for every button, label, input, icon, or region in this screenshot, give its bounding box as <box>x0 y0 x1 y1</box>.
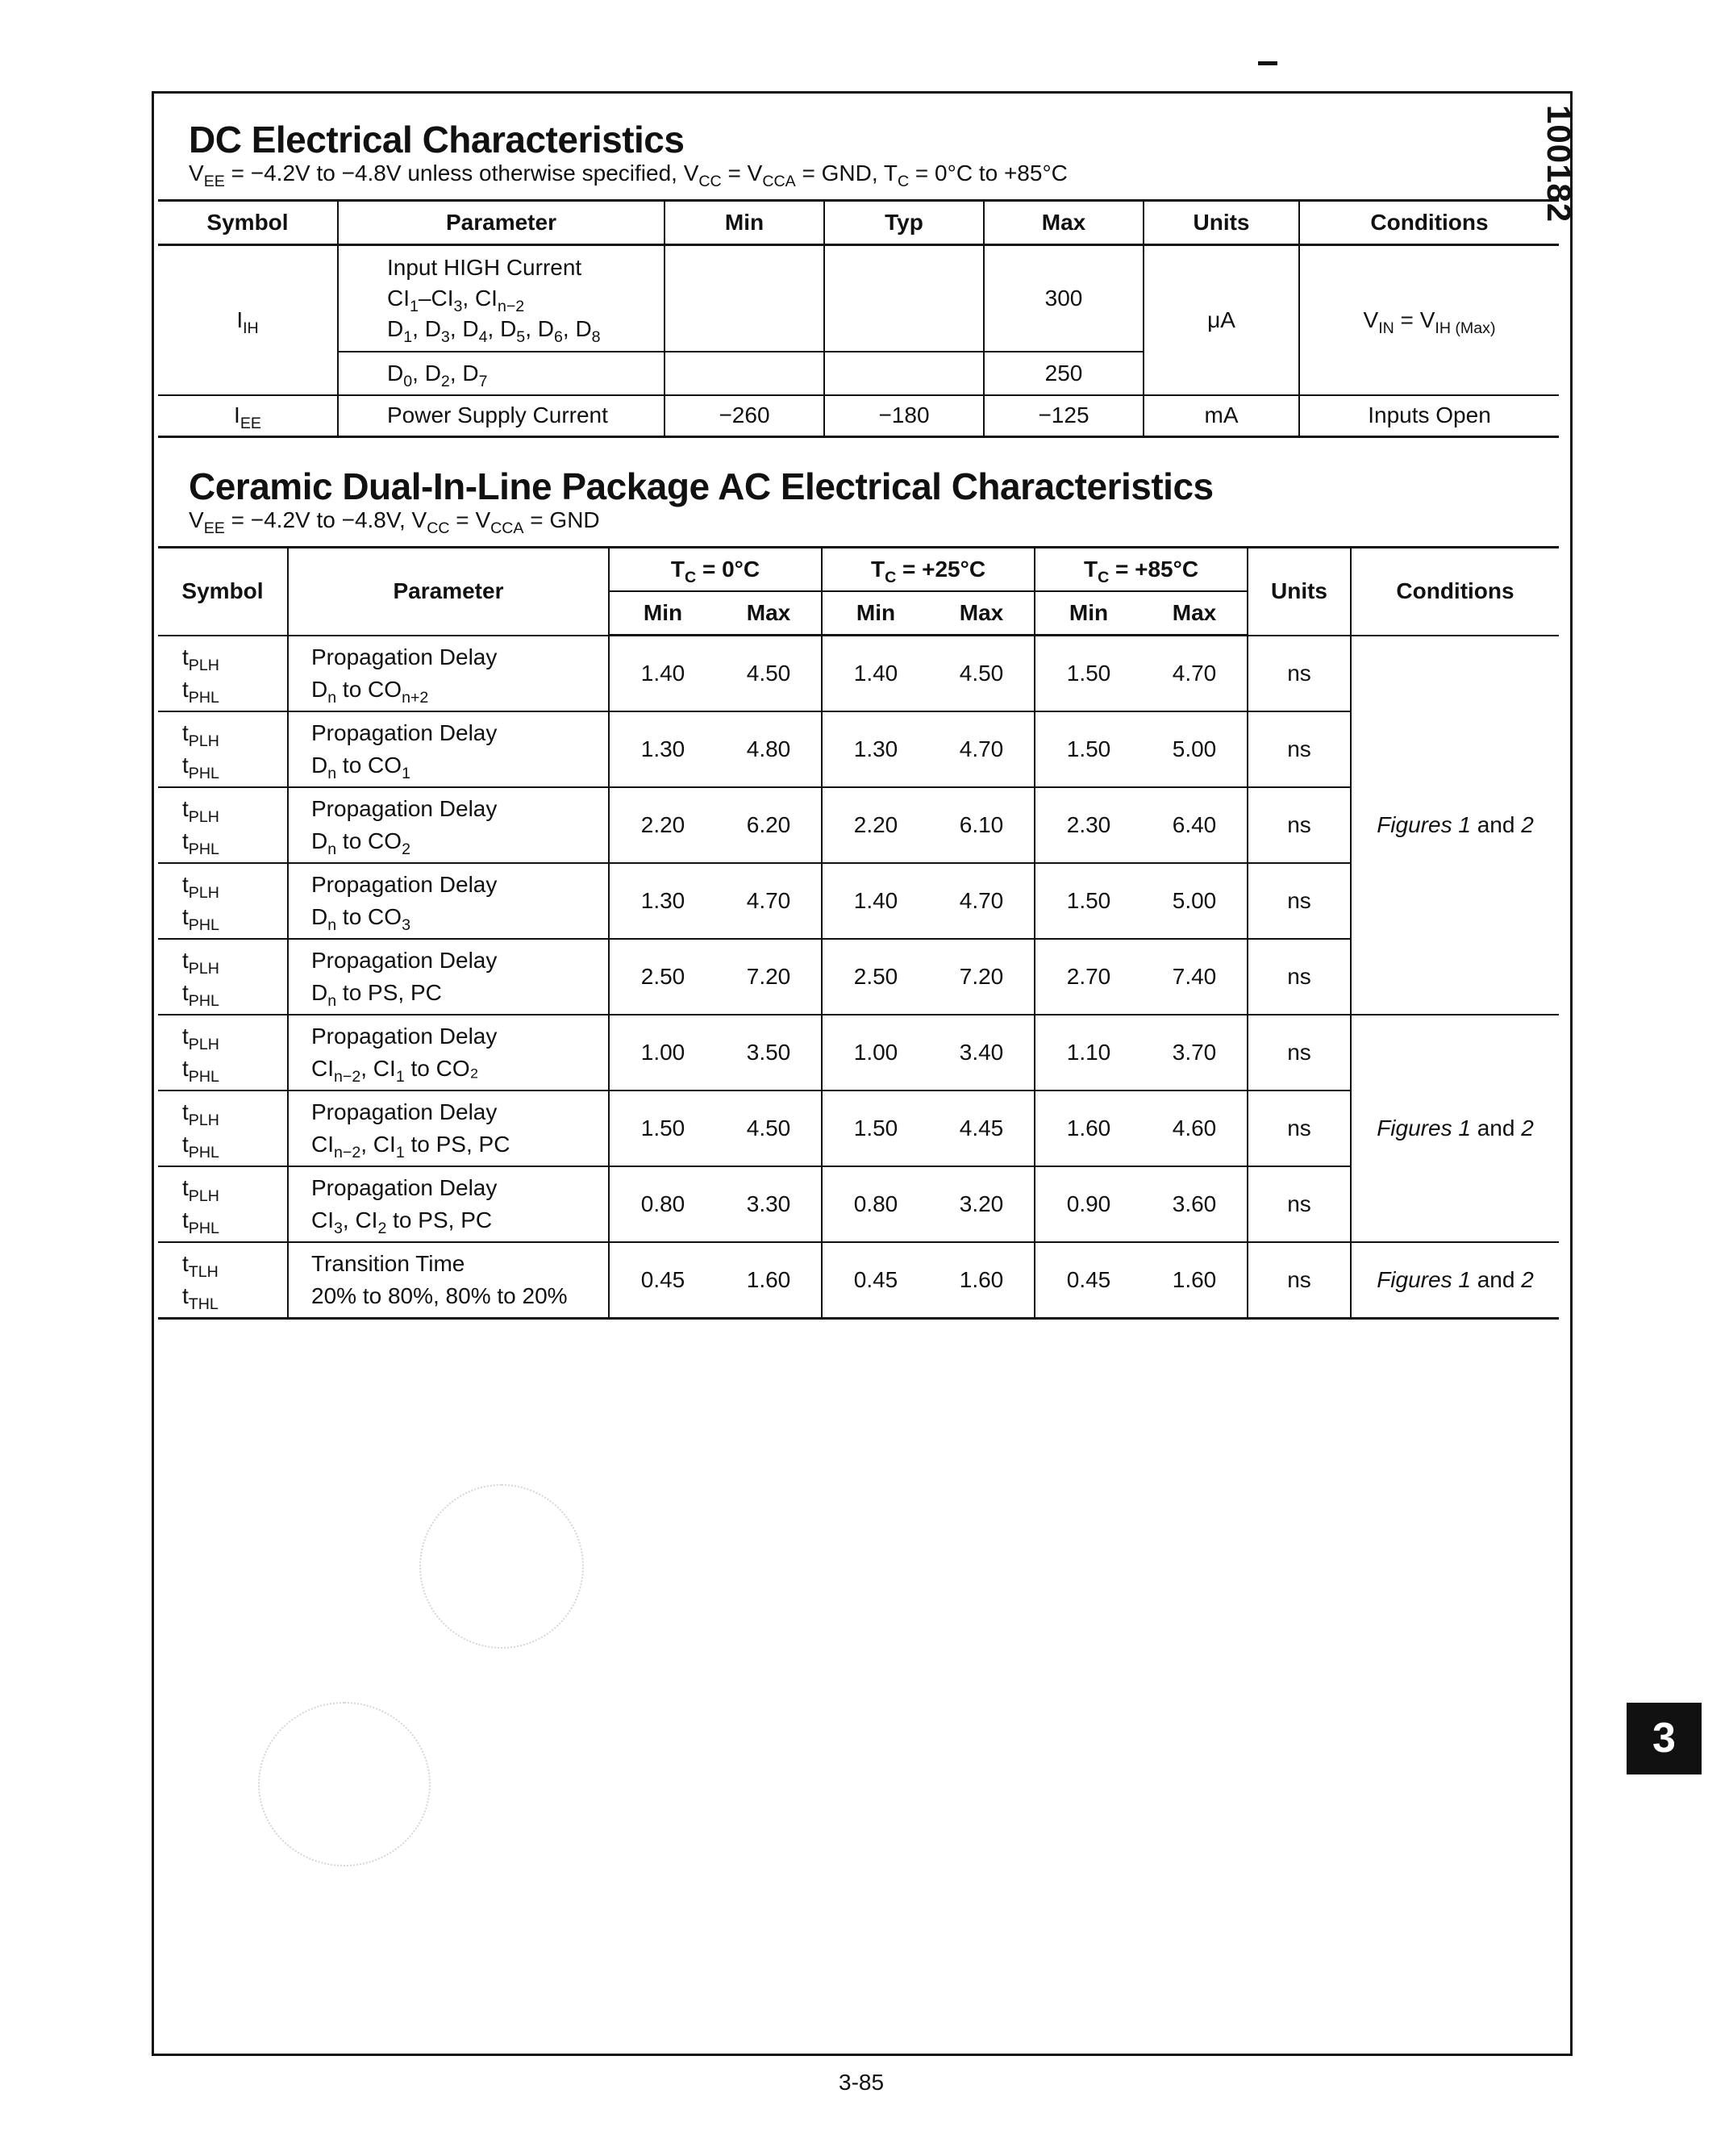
ac-value: 1.50 <box>1035 711 1142 787</box>
ac-symbol: $t_{PLH}$ $t_{PHL}$ <box>158 939 288 1015</box>
ac-value: 6.10 <box>929 787 1035 863</box>
ac-value: 4.80 <box>716 711 822 787</box>
part-number: 100182 <box>1540 105 1578 223</box>
ac-value: 1.40 <box>822 863 929 939</box>
ac-value: 0.45 <box>822 1242 929 1319</box>
ac-row <box>158 939 1559 1015</box>
ac-value: 1.50 <box>609 1091 716 1166</box>
ac-value: 2.70 <box>1035 939 1142 1015</box>
ac-symbol: $t_{TLH}$ $t_{THL}$ <box>158 1242 288 1319</box>
ac-units: ns <box>1248 863 1351 939</box>
ac-symbol: $t_{PLH}$ $t_{PHL}$ <box>158 1166 288 1242</box>
ac-row <box>158 787 1559 863</box>
ac-value: 3.60 <box>1142 1166 1248 1242</box>
ac-parameter: Propagation Delay $D_n$ to $CO_3$ <box>288 863 609 939</box>
ac-symbol: $t_{PLH}$ $t_{PHL}$ <box>158 863 288 939</box>
dc-table <box>158 199 1559 438</box>
ac-col-conditions: Conditions <box>1351 548 1559 636</box>
ac-col-min-25: Min <box>822 591 929 636</box>
ac-parameter: Transition Time 20% to 80%, 80% to 20% <box>288 1242 609 1319</box>
dc-col-symbol: Symbol <box>158 201 338 245</box>
ac-value: 0.45 <box>1035 1242 1142 1319</box>
iee-parameter: Power Supply Current <box>338 395 665 437</box>
ac-table <box>158 546 1559 1320</box>
ac-parameter: Propagation Delay $D_n$ to $CO_2$ <box>288 787 609 863</box>
ac-units: ns <box>1248 1091 1351 1166</box>
ac-value: 4.70 <box>1142 636 1248 712</box>
ac-row <box>158 636 1559 712</box>
ac-parameter: Propagation Delay $D_n$ to PS, PC <box>288 939 609 1015</box>
iee-symbol: $I_{EE}$ <box>158 395 338 437</box>
ac-value: 4.60 <box>1142 1091 1248 1166</box>
ac-units: ns <box>1248 939 1351 1015</box>
ac-col-max-85: Max <box>1142 591 1248 636</box>
ac-value: 6.40 <box>1142 787 1248 863</box>
ac-symbol: $t_{PLH}$ $t_{PHL}$ <box>158 787 288 863</box>
ac-units: ns <box>1248 711 1351 787</box>
ac-value: 2.50 <box>609 939 716 1015</box>
ac-col-temp-25: $T_C = +25^\circ C$ <box>822 548 1035 592</box>
ac-parameter: Propagation Delay $CI_{n-2}$, $CI_1$ to CO₂ <box>288 1015 609 1091</box>
dc-header-row <box>158 201 1559 245</box>
ac-col-units: Units <box>1248 548 1351 636</box>
ac-conditions: Figures 1 and 2 <box>1351 1242 1559 1319</box>
iee-conditions: Inputs Open <box>1299 395 1559 437</box>
iih-typ-1 <box>824 245 984 352</box>
ac-units: ns <box>1248 787 1351 863</box>
ac-value: 3.40 <box>929 1015 1035 1091</box>
iih-conditions: $V_{IN} = V_{IH (Max)}$ <box>1299 245 1559 395</box>
ac-value: 3.50 <box>716 1015 822 1091</box>
ac-value: 4.70 <box>929 863 1035 939</box>
ac-symbol: $t_{PLH}$ $t_{PHL}$ <box>158 1015 288 1091</box>
ac-value: 1.50 <box>1035 636 1142 712</box>
scan-speckle-1 <box>419 1484 584 1649</box>
ac-value: 0.80 <box>822 1166 929 1242</box>
ac-conditions: Figures 1 and 2 <box>1351 1015 1559 1242</box>
ac-value: 4.70 <box>716 863 822 939</box>
iih-max-1: 300 <box>984 245 1144 352</box>
ac-value: 1.60 <box>929 1242 1035 1319</box>
iee-min: −260 <box>665 395 824 437</box>
ac-parameter: Propagation Delay $CI_3$, $CI_2$ to PS, PC <box>288 1166 609 1242</box>
iih-symbol: $I_{IH}$ <box>158 245 338 395</box>
ac-value: 4.50 <box>716 636 822 712</box>
ac-value: 4.45 <box>929 1091 1035 1166</box>
iih-units: μA <box>1144 245 1299 395</box>
ac-col-symbol: Symbol <box>158 548 288 636</box>
ac-units: ns <box>1248 1166 1351 1242</box>
section-tab: 3 <box>1627 1703 1702 1774</box>
ac-value: 5.00 <box>1142 863 1248 939</box>
ac-parameter: Propagation Delay $CI_{n-2}$, $CI_1$ to PS, PC <box>288 1091 609 1166</box>
iih-min-2 <box>665 352 824 395</box>
ac-value: 2.30 <box>1035 787 1142 863</box>
dc-row-iee <box>158 395 1559 437</box>
ac-row <box>158 1015 1559 1091</box>
iee-max: −125 <box>984 395 1144 437</box>
ac-value: 6.20 <box>716 787 822 863</box>
ac-col-temp-85: $T_C = +85^\circ C$ <box>1035 548 1248 592</box>
dc-title: DC Electrical Characteristics <box>189 119 685 161</box>
dc-subtitle: $V_{EE} = -4.2V$ to −4.8V unless otherwise specified, $V_{CC} = V_{CCA}$ = GND, $T_C = 0^\circ C$ to +85°C <box>189 161 1068 190</box>
iih-typ-2 <box>824 352 984 395</box>
ac-value: 3.20 <box>929 1166 1035 1242</box>
ac-parameter: Propagation Delay $D_n$ to $CO_1$ <box>288 711 609 787</box>
ac-value: 1.30 <box>822 711 929 787</box>
ac-units: ns <box>1248 1015 1351 1091</box>
ac-symbol: $t_{PLH}$ $t_{PHL}$ <box>158 636 288 712</box>
ac-units: ns <box>1248 636 1351 712</box>
ac-row <box>158 863 1559 939</box>
ac-value: 1.50 <box>1035 863 1142 939</box>
ac-value: 7.20 <box>716 939 822 1015</box>
ac-value: 0.90 <box>1035 1166 1142 1242</box>
ac-symbol: $t_{PLH}$ $t_{PHL}$ <box>158 711 288 787</box>
dc-col-conditions: Conditions <box>1299 201 1559 245</box>
ac-subtitle: $V_{EE} = -4.2V$ to −4.8V, $V_{CC} = V_{CCA}$ = GND <box>189 507 600 537</box>
dc-col-min: Min <box>665 201 824 245</box>
ac-title: Ceramic Dual-In-Line Package AC Electrical Characteristics <box>189 465 1214 507</box>
ac-row <box>158 1166 1559 1242</box>
ac-value: 2.20 <box>609 787 716 863</box>
ac-value: 1.50 <box>822 1091 929 1166</box>
ac-units: ns <box>1248 1242 1351 1319</box>
ac-conditions: Figures 1 and 2 <box>1351 636 1559 1015</box>
ac-value: 3.70 <box>1142 1015 1248 1091</box>
dc-col-typ: Typ <box>824 201 984 245</box>
ac-value: 0.80 <box>609 1166 716 1242</box>
ac-parameter: Propagation Delay $D_n$ to $CO_{n+2}$ <box>288 636 609 712</box>
ac-value: 1.40 <box>609 636 716 712</box>
dc-col-parameter: Parameter <box>338 201 665 245</box>
ac-value: 1.60 <box>716 1242 822 1319</box>
ac-value: 5.00 <box>1142 711 1248 787</box>
iih-max-2: 250 <box>984 352 1144 395</box>
ac-value: 1.10 <box>1035 1015 1142 1091</box>
ac-row <box>158 711 1559 787</box>
ac-value: 0.45 <box>609 1242 716 1319</box>
ac-row <box>158 1242 1559 1319</box>
ac-value: 3.30 <box>716 1166 822 1242</box>
ac-col-parameter: Parameter <box>288 548 609 636</box>
ac-value: 4.50 <box>716 1091 822 1166</box>
dc-col-units: Units <box>1144 201 1299 245</box>
ac-value: 7.40 <box>1142 939 1248 1015</box>
ac-value: 4.50 <box>929 636 1035 712</box>
ac-value: 2.20 <box>822 787 929 863</box>
page-number: 3-85 <box>839 2070 885 2095</box>
ac-value: 4.70 <box>929 711 1035 787</box>
dc-row-iih <box>158 245 1559 352</box>
ac-col-temp-0: $T_C = 0^\circ C$ <box>609 548 822 592</box>
ac-header-row-1 <box>158 548 1559 592</box>
ac-body <box>158 636 1559 1319</box>
iee-units: mA <box>1144 395 1299 437</box>
scan-speckle-2 <box>258 1702 431 1866</box>
iih-parameter: Input HIGH Current $CI_1-CI_3$, $CI_{n-2}$ $D_1$, $D_3$, $D_4$, $D_5$, $D_6$, $D_8$ <box>338 245 665 352</box>
ac-col-max-0: Max <box>716 591 822 636</box>
ac-symbol: $t_{PLH}$ $t_{PHL}$ <box>158 1091 288 1166</box>
ac-value: 2.50 <box>822 939 929 1015</box>
iih-parameter-2: $D_0$, $D_2$, $D_7$ <box>338 352 665 395</box>
ac-value: 1.00 <box>609 1015 716 1091</box>
ac-value: 1.60 <box>1035 1091 1142 1166</box>
ac-row <box>158 1091 1559 1166</box>
ac-value: 1.60 <box>1142 1242 1248 1319</box>
ac-value: 7.20 <box>929 939 1035 1015</box>
header-dash <box>1258 61 1277 65</box>
ac-col-min-85: Min <box>1035 591 1142 636</box>
ac-col-min-0: Min <box>609 591 716 636</box>
iih-min-1 <box>665 245 824 352</box>
ac-value: 1.40 <box>822 636 929 712</box>
ac-col-max-25: Max <box>929 591 1035 636</box>
ac-value: 1.30 <box>609 711 716 787</box>
dc-col-max: Max <box>984 201 1144 245</box>
iee-typ: −180 <box>824 395 984 437</box>
ac-value: 1.00 <box>822 1015 929 1091</box>
ac-value: 1.30 <box>609 863 716 939</box>
